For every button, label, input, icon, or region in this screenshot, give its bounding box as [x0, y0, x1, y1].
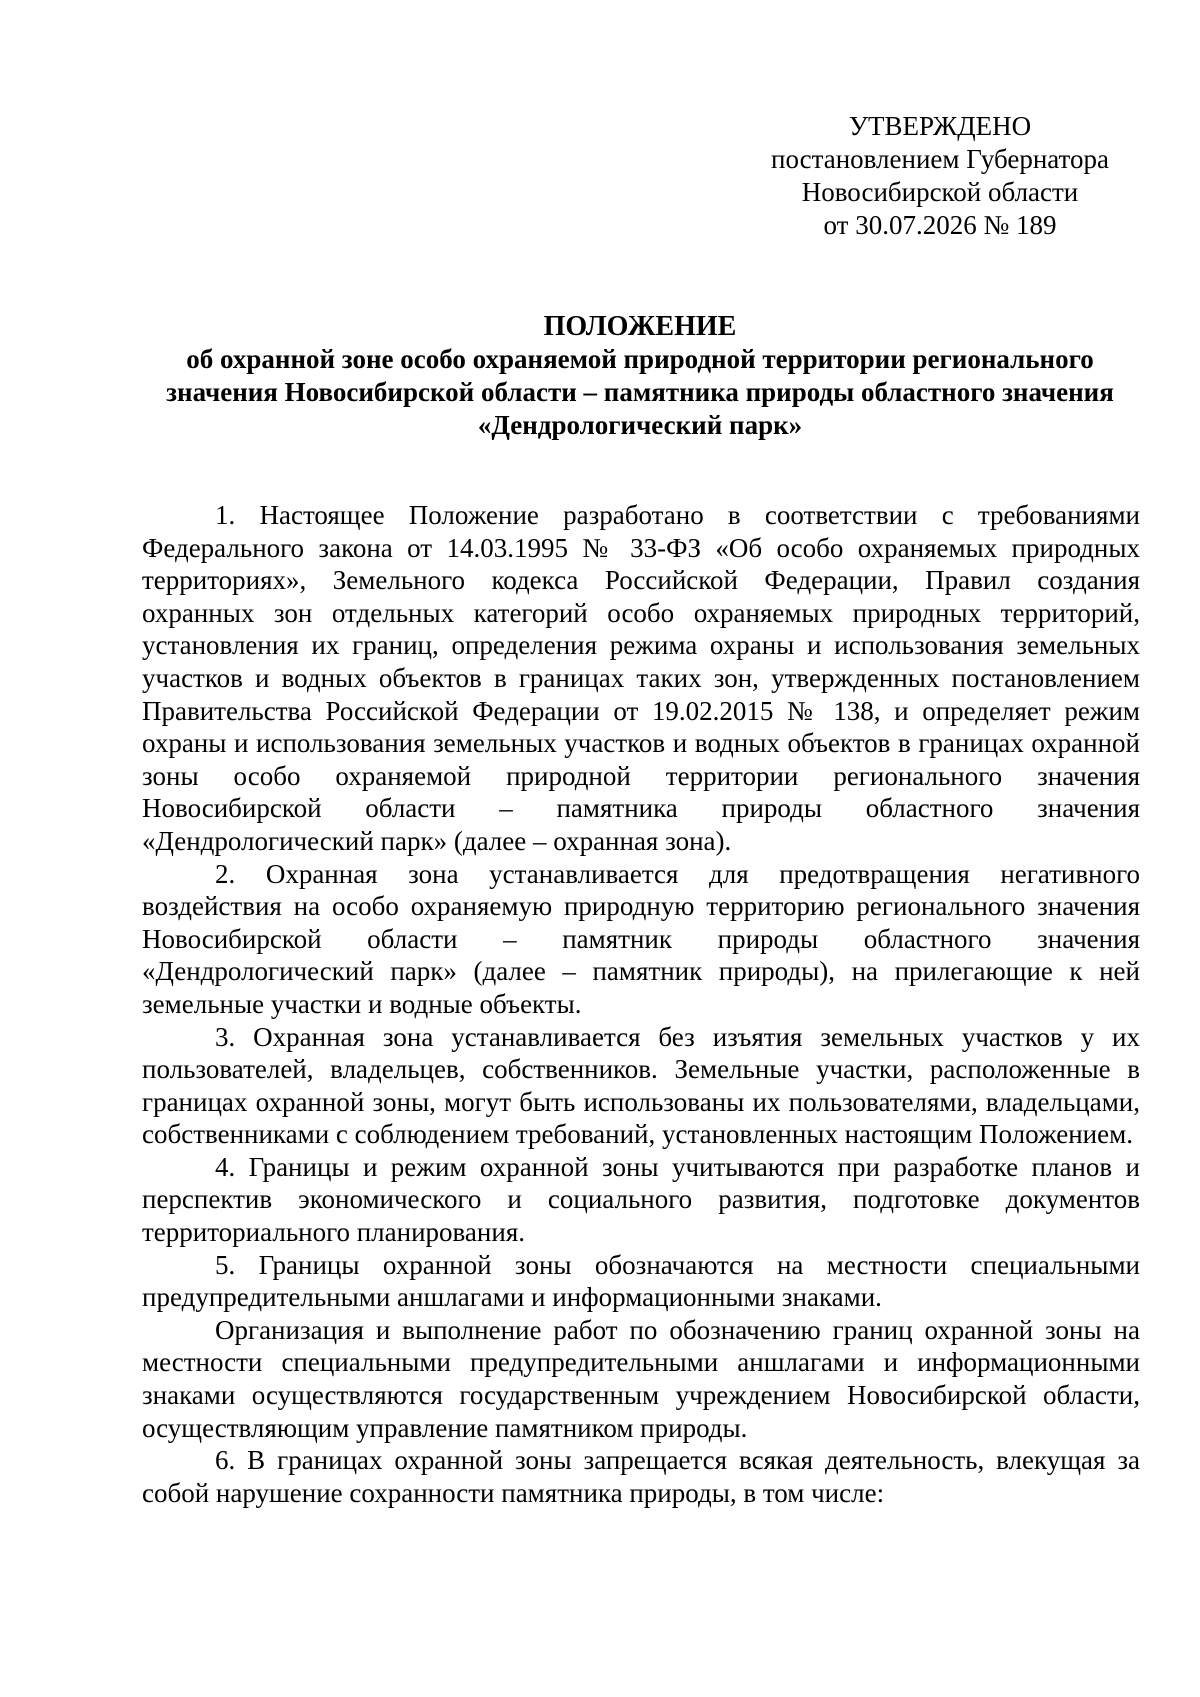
paragraph-3: 3. Охранная зона устанавливается без изъятия земельных участков у их пользователей, владельцев, собственников. Земельные участки, расположенные в границах охранной зоны, могут быть использованы их пользователями, владельцами, собственниками с соблюдением требований, установленных настоящим Положением.: [142, 1021, 1140, 1150]
document-title: [140, 310, 1140, 442]
title-subtitle: об охранной зоне особо охраняемой природной территории регионального значения Новосибирской области – памятника природы областного значения «Дендрологический парк»: [166, 344, 1114, 440]
document-body: [142, 499, 1140, 1509]
approval-region: Новосибирской области: [801, 177, 1079, 207]
paragraph-6: 6. В границах охранной зоны запрещается всякая деятельность, влекущая за собой нарушение сохранности памятника природы, в том числе:: [142, 1445, 1140, 1508]
paragraph-4: 4. Границы и режим охранной зоны учитываются при разработке планов и перспектив экономического и социального развития, подготовке документов территориального планирования.: [142, 1151, 1140, 1248]
approval-authority: постановлением Губернатора: [771, 144, 1109, 174]
paragraph-5: 5. Границы охранной зоны обозначаются на местности специальными предупредительными аншлагами и информационными знаками.: [142, 1249, 1140, 1313]
approval-date-number: от 30.07.2026 № 189: [823, 210, 1057, 240]
paragraph-5-continuation: Организация и выполнение работ по обозначению границ охранной зоны на местности специальными предупредительными аншлагами и информационными знаками осуществляются государственным учреждением Новосибирской области, осуществляющим управление памятником природы.: [142, 1314, 1140, 1443]
approval-heading: УТВЕРЖДЕНО: [848, 111, 1032, 141]
approval-stamp: [740, 110, 1140, 242]
paragraph-1: 1. Настоящее Положение разработано в соответствии с требованиями Федерального закона от 14.03.1995 № 33-ФЗ «Об особо охраняемых природных территориях», Земельного кодекса Российской Федерации, Правил создания охранных зон отдельных категорий особо охраняемых природных территорий, установления их границ, определения режима охраны и использования земельных участков и водных объектов в границах таких зон, утвержденных постановлением Правительства Российской Федерации от 19.02.2015 № 138, и определяет режим охраны и использования земельных участков и водных объектов в границах охранной зоны особо охраняемой природной территории регионального значения Новосибирской области – памятника природы областного значения «Дендрологический парк» (далее – охранная зона).: [142, 500, 1140, 856]
paragraph-2: 2. Охранная зона устанавливается для предотвращения негативного воздействия на особо охраняемую природную территорию регионального значения Новосибирской области – памятник природы областного значения «Дендрологический парк» (далее – памятник природы), на прилегающие к ней земельные участки и водные объекты.: [142, 858, 1140, 1019]
title-main: ПОЛОЖЕНИЕ: [543, 311, 737, 342]
